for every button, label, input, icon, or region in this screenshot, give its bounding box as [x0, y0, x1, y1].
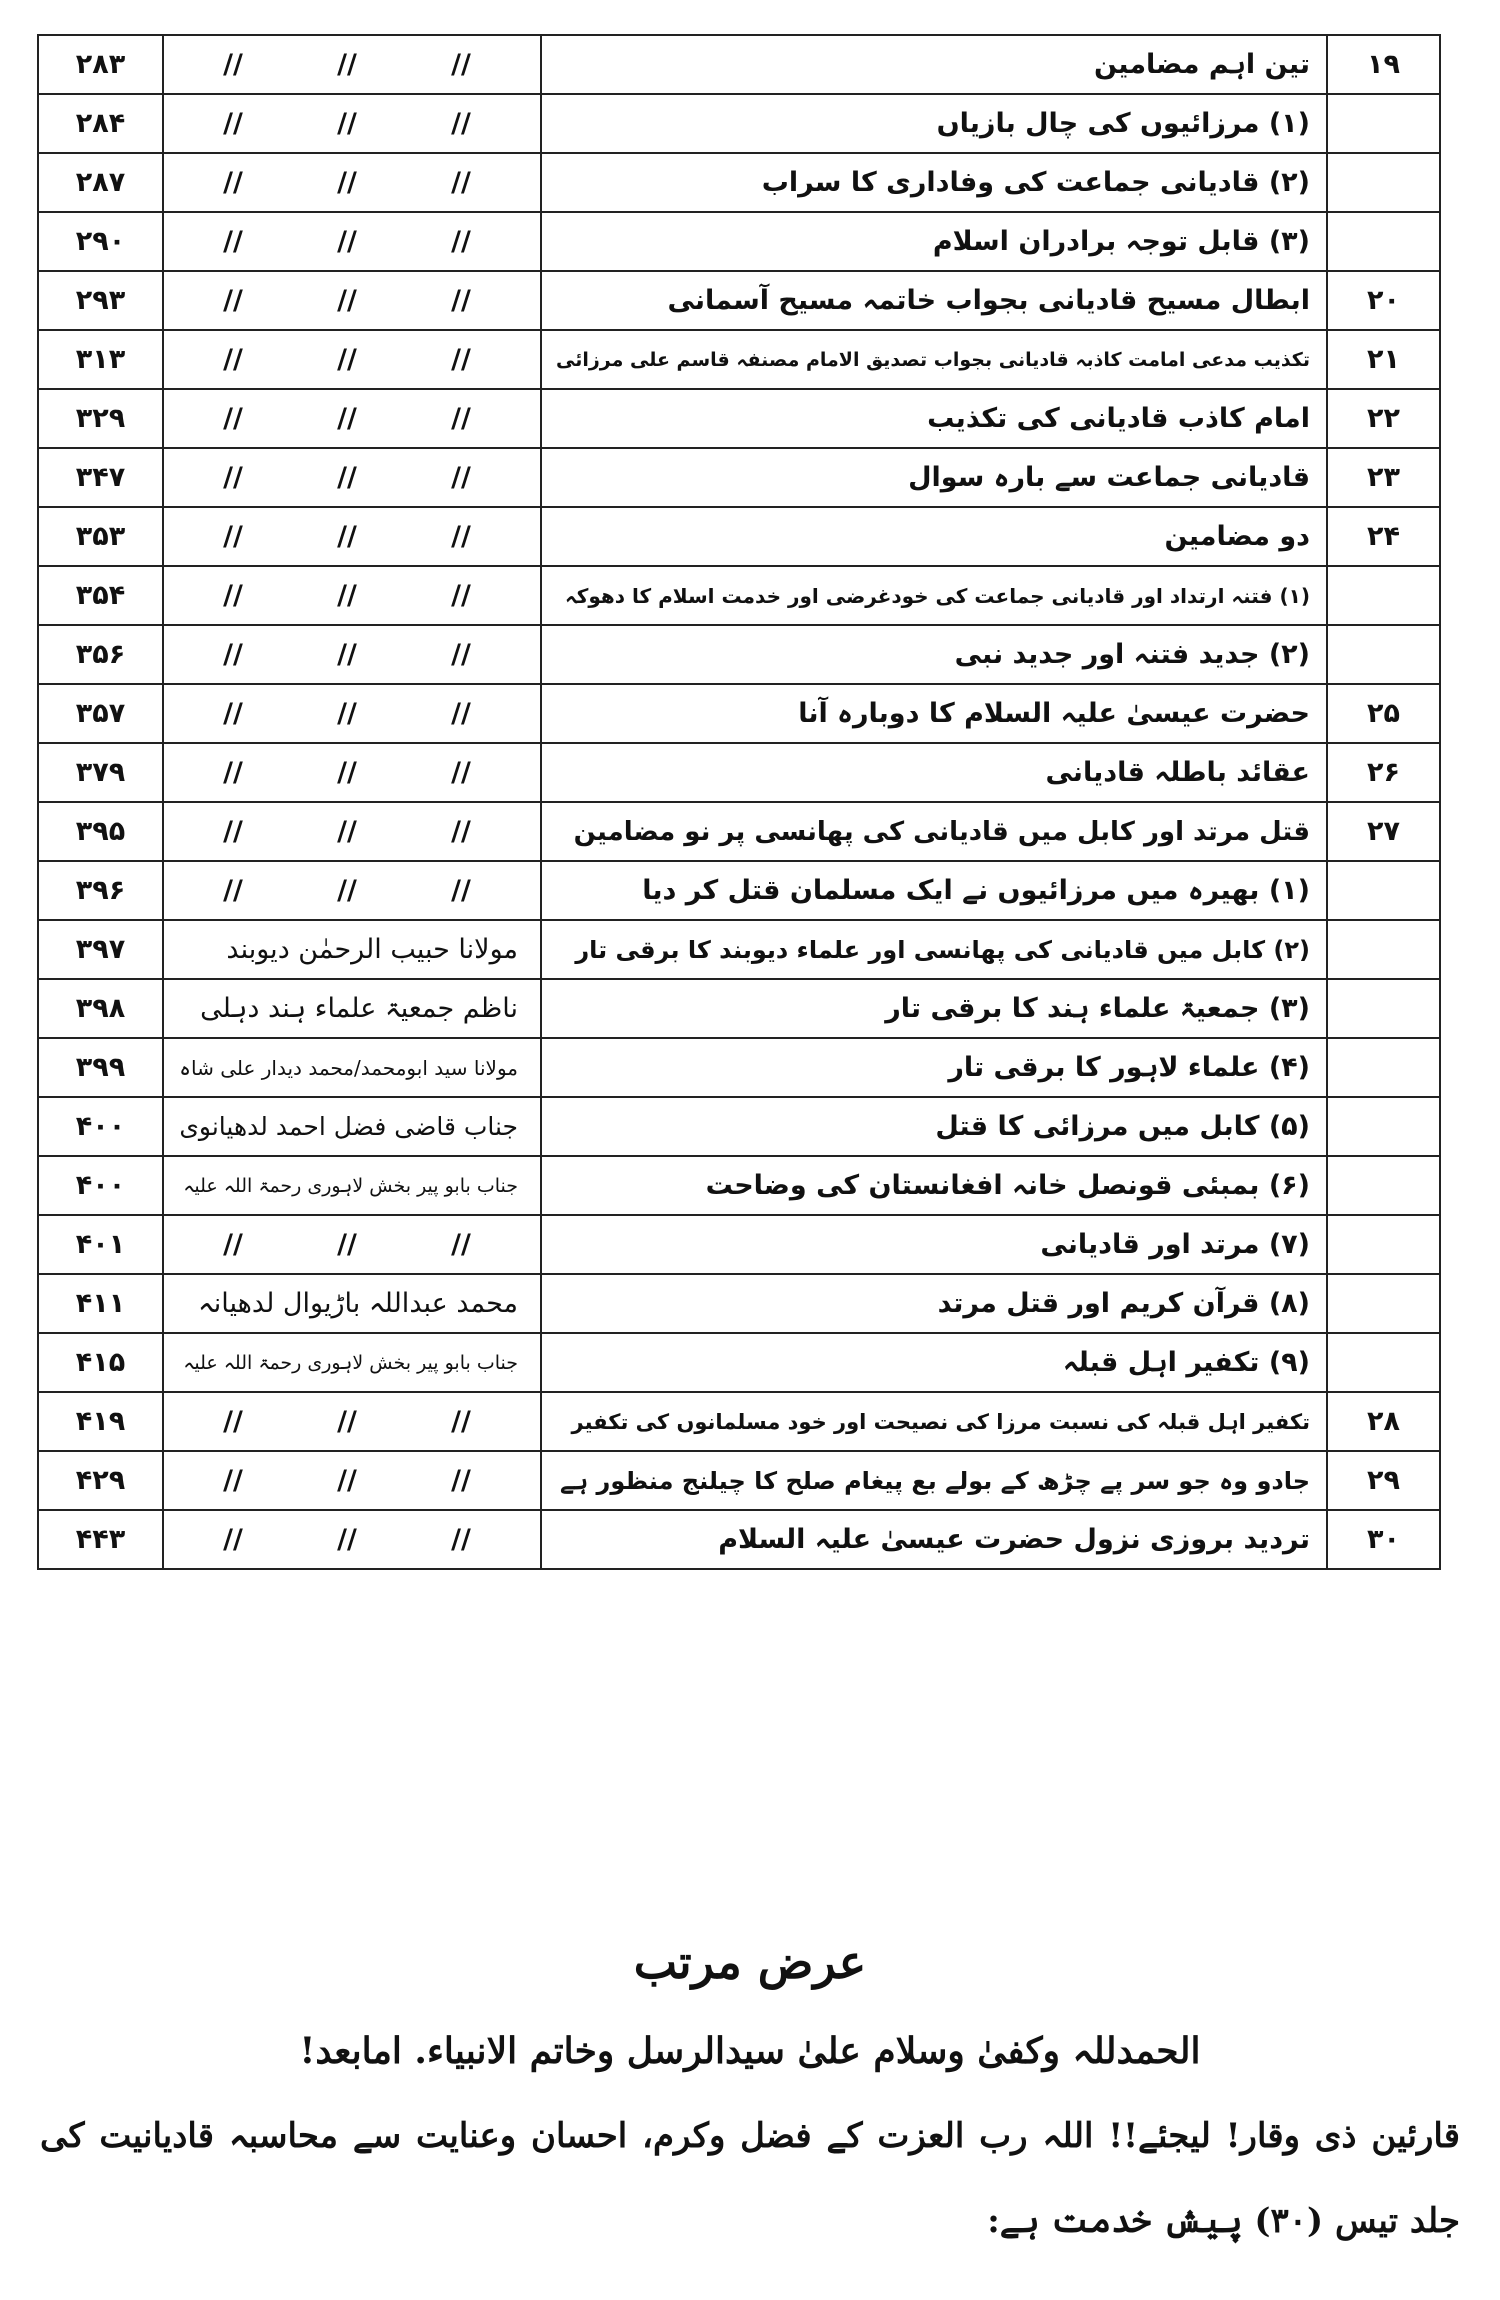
serial-number: ۱۹ [1327, 35, 1440, 94]
ditto-marks [176, 580, 518, 611]
page-number: ۴۱۱ [38, 1274, 163, 1333]
ditto-marks [176, 639, 518, 670]
ditto-mark: // [451, 1229, 471, 1260]
ditto-mark: // [451, 816, 471, 847]
ditto-marks [176, 285, 518, 316]
title-cell: تکذیب مدعی امامت کاذبہ قادیانی بجواب تصدیق الامام مصنفہ قاسم علی مرزائی [541, 330, 1327, 389]
title-cell: عقائد باطلہ قادیانی [541, 743, 1327, 802]
serial-number: ۲۱ [1327, 330, 1440, 389]
title-cell: تردید بروزی نزول حضرت عیسیٰ علیہ السلام [541, 1510, 1327, 1569]
serial-number [1327, 566, 1440, 625]
ditto-marks [176, 1465, 518, 1496]
ditto-mark: // [451, 226, 471, 257]
author-cell: مولانا حبیب الرحمٰن دیوبند [163, 920, 541, 979]
serial-number [1327, 979, 1440, 1038]
page-number: ۴۲۹ [38, 1451, 163, 1510]
title-cell: تکفیر اہل قبلہ کی نسبت مرزا کی نصیحت اور خود مسلمانوں کی تکفیر [541, 1392, 1327, 1451]
title-cell: (۱) فتنہ ارتداد اور قادیانی جماعت کی خودغرضی اور خدمت اسلام کا دھوکہ [541, 566, 1327, 625]
page-number: ۴۱۹ [38, 1392, 163, 1451]
ditto-mark: // [223, 167, 243, 198]
ditto-mark: // [451, 698, 471, 729]
serial-number: ۲۳ [1327, 448, 1440, 507]
page-number: ۳۹۷ [38, 920, 163, 979]
table-row [38, 448, 1440, 507]
author-cell [163, 271, 541, 330]
ditto-mark: // [337, 816, 357, 847]
ditto-mark: // [337, 167, 357, 198]
table-row [38, 1038, 1440, 1097]
ditto-marks [176, 462, 518, 493]
ditto-marks [176, 816, 518, 847]
title-cell: (۹) تکفیر اہل قبلہ [541, 1333, 1327, 1392]
ditto-marks [176, 1406, 518, 1437]
ditto-mark: // [223, 698, 243, 729]
ditto-mark: // [337, 285, 357, 316]
title-cell: تین اہم مضامین [541, 35, 1327, 94]
author-cell: جناب قاضی فضل احمد لدھیانوی [163, 1097, 541, 1156]
table-row [38, 861, 1440, 920]
ditto-marks [176, 757, 518, 788]
ditto-mark: // [337, 639, 357, 670]
ditto-mark: // [337, 462, 357, 493]
ditto-mark: // [451, 580, 471, 611]
table-row [38, 1215, 1440, 1274]
serial-number [1327, 1274, 1440, 1333]
serial-number [1327, 94, 1440, 153]
table-row [38, 330, 1440, 389]
ditto-mark: // [337, 580, 357, 611]
ditto-mark: // [451, 521, 471, 552]
ditto-mark: // [337, 757, 357, 788]
table-row [38, 94, 1440, 153]
serial-number: ۲۰ [1327, 271, 1440, 330]
title-cell: حضرت عیسیٰ علیہ السلام کا دوبارہ آنا [541, 684, 1327, 743]
title-cell: ابطال مسیح قادیانی بجواب خاتمہ مسیح آسمانی [541, 271, 1327, 330]
contents-table [37, 34, 1441, 1570]
ditto-mark: // [223, 639, 243, 670]
serial-number: ۲۷ [1327, 802, 1440, 861]
title-cell: جادو وہ جو سر پے چڑھ کے بولے بع پیغام صلح کا چیلنج منظور ہے [541, 1451, 1327, 1510]
ditto-mark: // [451, 1465, 471, 1496]
author-cell: محمد عبداللہ باڑیوال لدھیانہ [163, 1274, 541, 1333]
table-row [38, 1156, 1440, 1215]
title-cell: (۱) بھیرہ میں مرزائیوں نے ایک مسلمان قتل کر دیا [541, 861, 1327, 920]
ditto-mark: // [451, 167, 471, 198]
ditto-marks [176, 167, 518, 198]
page-number: ۳۹۹ [38, 1038, 163, 1097]
serial-number [1327, 1333, 1440, 1392]
author-cell [163, 1451, 541, 1510]
ditto-mark: // [451, 462, 471, 493]
table-row [38, 920, 1440, 979]
page-number: ۴۰۱ [38, 1215, 163, 1274]
table-row [38, 625, 1440, 684]
title-cell: (۳) جمعیۃ علماء ہند کا برقی تار [541, 979, 1327, 1038]
ditto-mark: // [451, 875, 471, 906]
title-cell: قادیانی جماعت سے بارہ سوال [541, 448, 1327, 507]
table-row [38, 1451, 1440, 1510]
ditto-mark: // [337, 1229, 357, 1260]
author-cell [163, 507, 541, 566]
intro-line: قارئین ذی وقار! لیجئے!! اللہ رب العزت کے فضل وکرم، احسان وعنایت سے محاسبہ قادیانیت کی [40, 2116, 1460, 2156]
table-row [38, 979, 1440, 1038]
ditto-mark: // [337, 108, 357, 139]
ditto-mark: // [337, 1465, 357, 1496]
title-cell: (۴) علماء لاہور کا برقی تار [541, 1038, 1327, 1097]
title-cell: قتل مرتد اور کابل میں قادیانی کی پھانسی پر نو مضامین [541, 802, 1327, 861]
ditto-marks [176, 521, 518, 552]
serial-number: ۲۹ [1327, 1451, 1440, 1510]
author-cell [163, 743, 541, 802]
intro-line-end: جلد تیس (۳۰) پیش خدمت ہے: [987, 2201, 1460, 2241]
opening-praise: الحمدللہ وکفیٰ وسلام علیٰ سیدالرسل وخاتم الانبیاء. امابعد! [299, 2030, 1201, 2072]
page-number: ۳۹۵ [38, 802, 163, 861]
ditto-mark: // [451, 344, 471, 375]
author-cell [163, 566, 541, 625]
title-cell: (۶) بمبئی قونصل خانہ افغانستان کی وضاحت [541, 1156, 1327, 1215]
serial-number: ۲۲ [1327, 389, 1440, 448]
page-number: ۳۴۷ [38, 448, 163, 507]
serial-number [1327, 212, 1440, 271]
ditto-mark: // [337, 344, 357, 375]
table-row [38, 684, 1440, 743]
serial-number [1327, 1038, 1440, 1097]
table-row [38, 1097, 1440, 1156]
title-cell: (۳) قابل توجہ برادران اسلام [541, 212, 1327, 271]
author-cell [163, 330, 541, 389]
title-cell: (۸) قرآن کریم اور قتل مرتد [541, 1274, 1327, 1333]
ditto-mark: // [337, 403, 357, 434]
ditto-mark: // [337, 1524, 357, 1555]
table-row [38, 1510, 1440, 1569]
table-row [38, 153, 1440, 212]
ditto-marks [176, 698, 518, 729]
table-row [38, 389, 1440, 448]
page-number: ۲۸۴ [38, 94, 163, 153]
ditto-mark: // [337, 521, 357, 552]
ditto-mark: // [451, 1406, 471, 1437]
ditto-mark: // [337, 49, 357, 80]
author-cell [163, 212, 541, 271]
ditto-mark: // [451, 108, 471, 139]
serial-number [1327, 625, 1440, 684]
page-number: ۳۲۹ [38, 389, 163, 448]
serial-number [1327, 920, 1440, 979]
ditto-mark: // [451, 639, 471, 670]
ditto-mark: // [223, 403, 243, 434]
ditto-mark: // [223, 1406, 243, 1437]
page-number: ۳۵۴ [38, 566, 163, 625]
author-cell: جناب بابو پیر بخش لاہوری رحمۃ اللہ علیہ [163, 1156, 541, 1215]
ditto-marks [176, 49, 518, 80]
ditto-mark: // [337, 1406, 357, 1437]
author-cell [163, 94, 541, 153]
ditto-mark: // [451, 757, 471, 788]
page-number: ۴۴۳ [38, 1510, 163, 1569]
table-row [38, 566, 1440, 625]
page-number: ۴۱۵ [38, 1333, 163, 1392]
serial-number [1327, 861, 1440, 920]
ditto-mark: // [223, 285, 243, 316]
ditto-marks [176, 403, 518, 434]
page-number: ۳۹۶ [38, 861, 163, 920]
table-row [38, 743, 1440, 802]
ditto-mark: // [223, 226, 243, 257]
serial-number: ۲۸ [1327, 1392, 1440, 1451]
ditto-mark: // [223, 1465, 243, 1496]
author-cell [163, 1392, 541, 1451]
title-cell: (۲) قادیانی جماعت کی وفاداری کا سراب [541, 153, 1327, 212]
author-cell [163, 684, 541, 743]
author-cell: مولانا سید ابومحمد/محمد دیدار علی شاہ [163, 1038, 541, 1097]
ditto-marks [176, 1229, 518, 1260]
author-cell [163, 153, 541, 212]
author-cell: جناب بابو پیر بخش لاہوری رحمۃ اللہ علیہ [163, 1333, 541, 1392]
title-cell: دو مضامین [541, 507, 1327, 566]
ditto-marks [176, 875, 518, 906]
serial-number: ۲۵ [1327, 684, 1440, 743]
author-cell [163, 448, 541, 507]
page-number: ۳۷۹ [38, 743, 163, 802]
author-cell [163, 1510, 541, 1569]
page-number: ۳۱۳ [38, 330, 163, 389]
author-cell [163, 802, 541, 861]
ditto-mark: // [223, 108, 243, 139]
ditto-mark: // [223, 1229, 243, 1260]
ditto-mark: // [223, 49, 243, 80]
page-number: ۲۹۰ [38, 212, 163, 271]
ditto-mark: // [337, 875, 357, 906]
ditto-mark: // [337, 698, 357, 729]
title-cell: (۷) مرتد اور قادیانی [541, 1215, 1327, 1274]
title-cell: (۵) کابل میں مرزائی کا قتل [541, 1097, 1327, 1156]
serial-number: ۲۶ [1327, 743, 1440, 802]
ditto-mark: // [451, 285, 471, 316]
ditto-mark: // [451, 403, 471, 434]
page-number: ۳۵۷ [38, 684, 163, 743]
author-cell [163, 389, 541, 448]
author-cell [163, 625, 541, 684]
title-cell: امام کاذب قادیانی کی تکذیب [541, 389, 1327, 448]
ditto-mark: // [223, 462, 243, 493]
serial-number: ۲۴ [1327, 507, 1440, 566]
ditto-mark: // [223, 875, 243, 906]
title-cell: (۲) کابل میں قادیانی کی پھانسی اور علماء دیوبند کا برقی تار [541, 920, 1327, 979]
serial-number [1327, 1097, 1440, 1156]
author-cell [163, 861, 541, 920]
page-number: ۴۰۰ [38, 1097, 163, 1156]
table-row [38, 35, 1440, 94]
title-cell: (۱) مرزائیوں کی چال بازیاں [541, 94, 1327, 153]
page-number: ۳۹۸ [38, 979, 163, 1038]
table-row [38, 1333, 1440, 1392]
table-row [38, 212, 1440, 271]
author-cell [163, 35, 541, 94]
page-number: ۲۸۷ [38, 153, 163, 212]
ditto-mark: // [223, 344, 243, 375]
serial-number [1327, 1156, 1440, 1215]
page-number: ۳۵۶ [38, 625, 163, 684]
ditto-mark: // [223, 521, 243, 552]
ditto-mark: // [223, 580, 243, 611]
table-row [38, 802, 1440, 861]
ditto-mark: // [451, 49, 471, 80]
author-cell [163, 1215, 541, 1274]
ditto-marks [176, 226, 518, 257]
ditto-marks [176, 108, 518, 139]
ditto-mark: // [451, 1524, 471, 1555]
serial-number: ۳۰ [1327, 1510, 1440, 1569]
ditto-mark: // [223, 816, 243, 847]
page-number: ۳۵۳ [38, 507, 163, 566]
ditto-mark: // [223, 1524, 243, 1555]
ditto-mark: // [337, 226, 357, 257]
table-row [38, 1392, 1440, 1451]
page-number: ۲۹۳ [38, 271, 163, 330]
ditto-marks [176, 1524, 518, 1555]
page-number: ۴۰۰ [38, 1156, 163, 1215]
author-cell: ناظم جمعیۃ علماء ہند دہلی [163, 979, 541, 1038]
ditto-marks [176, 344, 518, 375]
serial-number [1327, 153, 1440, 212]
section-heading: عرض مرتب [633, 1935, 867, 1989]
serial-number [1327, 1215, 1440, 1274]
table-row [38, 507, 1440, 566]
page-number: ۲۸۳ [38, 35, 163, 94]
title-cell: (۲) جدید فتنہ اور جدید نبی [541, 625, 1327, 684]
table-row [38, 1274, 1440, 1333]
table-row [38, 271, 1440, 330]
ditto-mark: // [223, 757, 243, 788]
